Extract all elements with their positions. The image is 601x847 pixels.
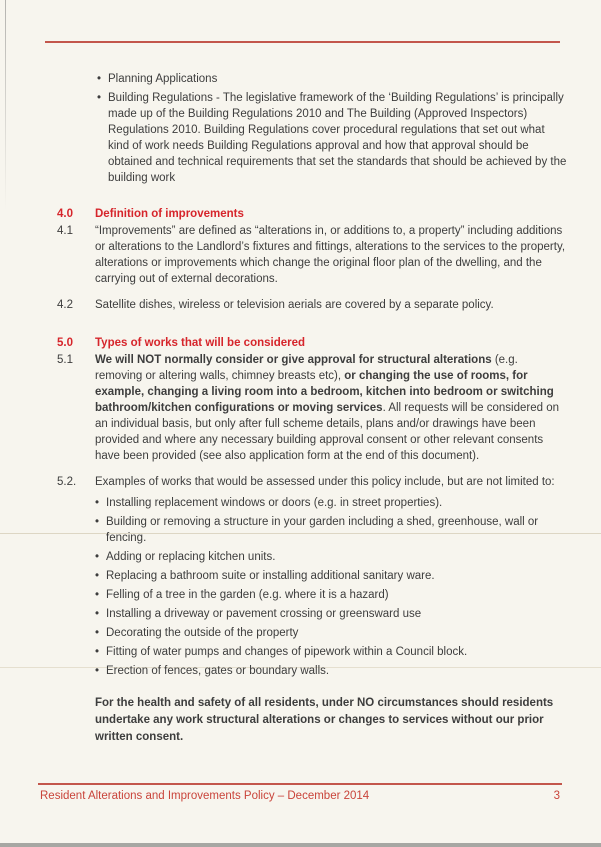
section-title: Definition of improvements: [95, 208, 244, 220]
section-4-heading: [57, 206, 567, 222]
footer-title: Resident Alterations and Improvements Policy – December 2014: [40, 790, 370, 802]
header-rule: [45, 41, 560, 43]
clause-4-2: [57, 297, 567, 313]
list-item: • Installing replacement windows or doors (e.g. in street properties).: [95, 495, 567, 511]
section-5-heading: [57, 335, 567, 351]
clause-number: 4.2: [57, 299, 73, 311]
clause-number: 5.2.: [57, 476, 77, 488]
clause-text: [95, 352, 567, 464]
paper-edge-left: [5, 0, 6, 210]
list-item: • Installing a driveway or pavement crossing or greensward use: [95, 606, 567, 622]
clause-text-segment: (e.g. removing or altering walls, chimney breasts etc),: [95, 354, 518, 382]
clause-5-2: [57, 474, 567, 682]
section-number: 5.0: [57, 337, 73, 349]
list-item: • Erection of fences, gates or boundary walls.: [95, 663, 567, 679]
clause-text: Satellite dishes, wireless or television aerials are covered by a separate policy.: [95, 299, 494, 311]
works-bullet-list: [95, 495, 567, 679]
list-item: • Decorating the outside of the property: [95, 625, 567, 641]
list-item: • Building or removing a structure in your garden including a shed, greenhouse, wall or fencing.: [95, 514, 567, 546]
warning-text: For the health and safety of all residents, under NO circumstances should residents undertake any work structural alterations or changes to services without our prior written consent.: [95, 697, 554, 743]
warning-paragraph: [57, 695, 567, 746]
list-item: • Building Regulations - The legislative framework of the ‘Building Regulations’ is principally made up of the Building Regulations 2010 and The Building (Approved Inspectors) Regulations 2010. Building Regulations cover procedural regulations that set out what kind of work needs Building Regulations approval and how that approval should be obtained and technical requirements that set the standards that should be achieved by the building work: [97, 90, 567, 186]
list-item: • Adding or replacing kitchen units.: [95, 549, 567, 565]
list-item: • Felling of a tree in the garden (e.g. where it is a hazard): [95, 587, 567, 603]
clause-text-segment: or changing the use of rooms, for example, changing a living room into a bedroom, kitchen into bedroom or switching bathroom/kitchen configurations or moving services: [95, 370, 554, 414]
section-title: Types of works that will be considered: [95, 337, 306, 349]
list-item: • Planning Applications: [97, 71, 567, 87]
clause-text: Examples of works that would be assessed under this policy include, but are not limited to:: [95, 476, 555, 488]
clause-number: 4.1: [57, 225, 73, 237]
page-footer: [0, 783, 601, 804]
clause-number: 5.1: [57, 354, 73, 366]
document-body: [0, 190, 601, 746]
intro-bullet-list: [97, 71, 567, 189]
clause-4-1: [57, 223, 567, 287]
paper-edge-bottom: [0, 843, 601, 847]
clause-text-segment: . All requests will be considered on an individual basis, but only after full scheme details, plans and/or drawings have been provided and where any necessary building approval consent or other relevant consents have been provided (see also application form at the end of this document).: [95, 402, 559, 462]
section-number: 4.0: [57, 208, 73, 220]
clause-text-segment: We will NOT normally consider or give approval for structural alterations: [95, 354, 495, 366]
page-number: 3: [553, 790, 560, 802]
footer-rule: [38, 783, 562, 785]
clause-content: [95, 474, 567, 682]
list-item: • Fitting of water pumps and changes of pipework within a Council block.: [95, 644, 567, 660]
clause-text: “Improvements” are defined as “alterations in, or additions to, a property” including additions or alterations to the Landlord’s fixtures and fittings, alterations to the services to the property, alterations or improvements which change the original floor plan of the dwelling, and the carrying out of external decorations.: [95, 225, 566, 285]
footer-text-row: [40, 788, 560, 804]
clause-number-spacer: [57, 695, 95, 746]
clause-5-1: [57, 352, 567, 464]
list-item: • Replacing a bathroom suite or installing additional sanitary ware.: [95, 568, 567, 584]
